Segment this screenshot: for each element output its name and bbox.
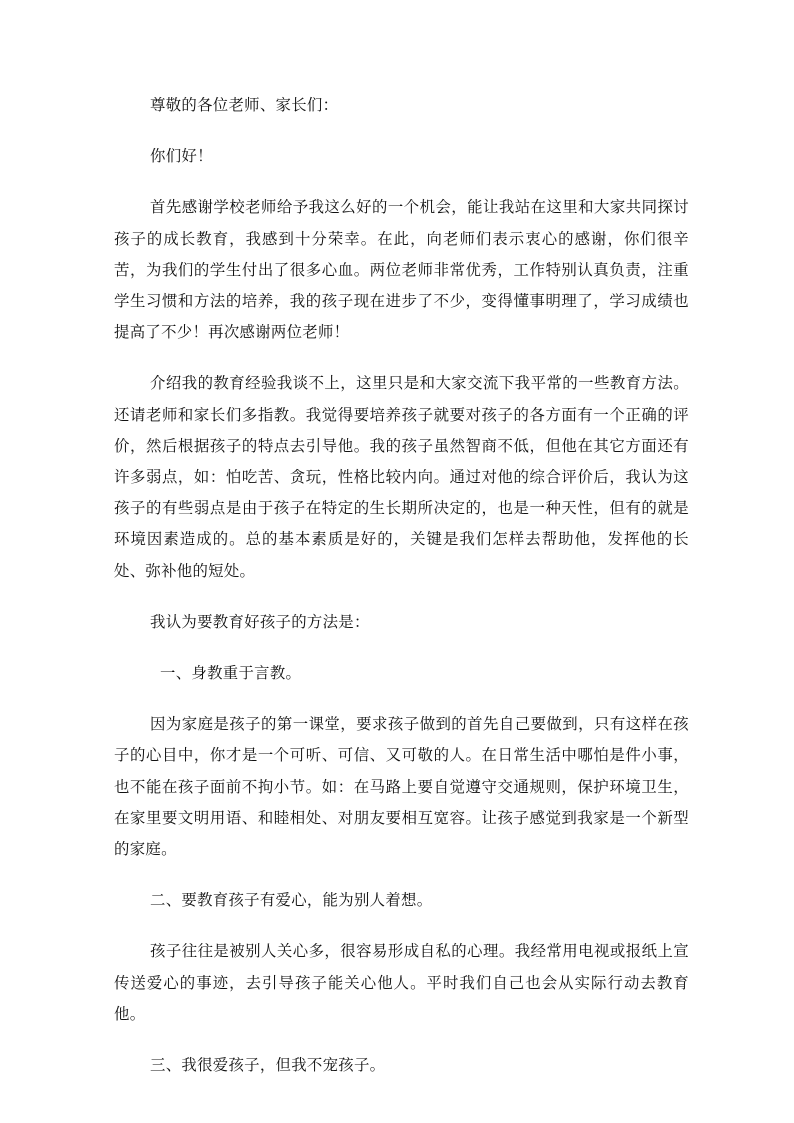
section-heading-2: 二、要教育孩子有爱心，能为别人着想。	[150, 891, 433, 910]
section-heading-3: 三、我很爱孩子，但我不宠孩子。	[150, 1056, 386, 1075]
greeting: 你们好！	[150, 147, 213, 166]
salutation: 尊敬的各位老师、家长们：	[150, 96, 339, 114]
paragraph-section-1: 因为家庭是孩子的第一课堂，要求孩子做到的首先自己要做到，只有这样在孩子的心目中，你才是一个可听、可信、又可敬的人。在日常生活中哪怕是件小事，也不能在孩子面前不拘小节。如：在马路上要自觉遵守交通规则，保护环境卫生，在家里要文明用语、和睦相处、对朋友要相互宽容。让孩子感觉到我家是一个新型的家庭。	[114, 715, 689, 859]
paragraph-intro: 介绍我的教育经验我谈不上，这里只是和大家交流下我平常的一些教育方法。还请老师和家长们多指教。我觉得要培养孩子就要对孩子的各方面有一个正确的评价，然后根据孩子的特点去引导他。我的孩子虽然智商不低，但他在其它方面还有许多弱点，如：怕吃苦、贪玩，性格比较内向。通过对他的综合评价后，我认为这孩子的有些弱点是由于孩子在特定的生长期所决定的，也是一种天性，但有的就是环境因素造成的。总的基本素质是好的，关键是我们怎样去帮助他，发挥他的长处、弥补他的短处。	[114, 374, 689, 580]
paragraph-thanks: 首先感谢学校老师给予我这么好的一个机会，能让我站在这里和大家共同探讨孩子的成长教育，我感到十分荣幸。在此，向老师们表示衷心的感谢，你们很辛苦，为我们的学生付出了很多心血。两位老师非常优秀，工作特别认真负责，注重学生习惯和方法的培养，我的孩子现在进步了不少，变得懂事明理了，学习成绩也提高了不少！再次感谢两位老师！	[114, 198, 689, 342]
paragraph-methods-lead: 我认为要教育好孩子的方法是：	[150, 612, 370, 631]
section-heading-1: 一、身教重于言教。	[160, 664, 302, 683]
paragraph-section-2: 孩子往往是被别人关心多，很容易形成自私的心理。我经常用电视或报纸上宣传送爱心的事迹，去引导孩子能关心他人。平时我们自己也会从实际行动去教育他。	[114, 942, 689, 1023]
document-body	[114, 90, 689, 1101]
